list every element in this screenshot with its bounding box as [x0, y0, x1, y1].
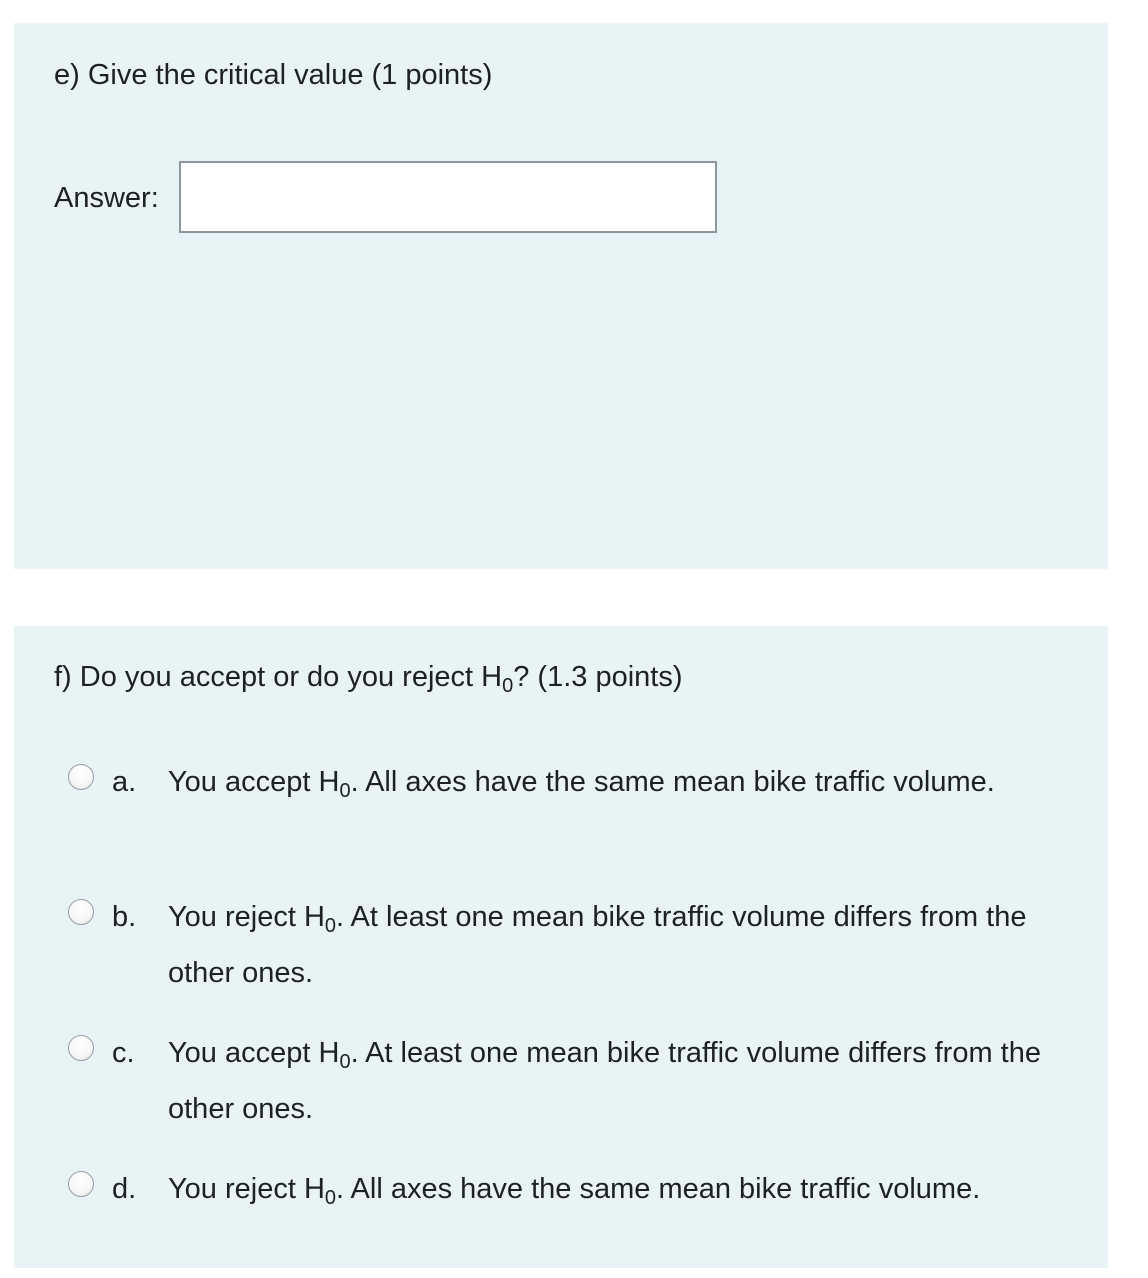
option-a-letter: a. [112, 766, 137, 798]
option-c-text[interactable] [168, 1025, 1073, 1137]
option-d-prefix: You reject H [168, 1173, 325, 1205]
radio-option-a[interactable] [68, 764, 94, 790]
option-d-suffix: . All axes have the same mean bike traffic volume. [336, 1173, 981, 1205]
option-b-prefix: You reject H [168, 901, 325, 933]
question-e-title: e) Give the critical value (1 points) [54, 59, 493, 91]
question-e-panel [14, 23, 1108, 569]
option-c-subscript: 0 [339, 1051, 351, 1073]
option-c-letter: c. [112, 1037, 135, 1069]
option-d-text[interactable] [168, 1161, 1073, 1217]
option-b-suffix: . At least one mean bike traffic volume differs from the other ones. [168, 901, 1027, 989]
option-b-subscript: 0 [324, 915, 337, 937]
option-c-prefix: You accept H [168, 1037, 340, 1069]
radio-option-c[interactable] [68, 1035, 94, 1061]
option-a-subscript: 0 [339, 780, 351, 802]
question-f-panel [14, 626, 1108, 1268]
question-f-title [54, 659, 683, 695]
option-a-text[interactable] [168, 754, 1073, 810]
option-b-text[interactable] [168, 889, 1073, 1001]
option-d-letter: d. [112, 1173, 137, 1205]
question-f-title-subscript: 0 [502, 675, 514, 697]
radio-option-d[interactable] [68, 1171, 94, 1197]
option-c-suffix: . At least one mean bike traffic volume differs from the other ones. [168, 1037, 1041, 1125]
option-a-suffix: . All axes have the same mean bike traffic volume. [350, 766, 995, 798]
critical-value-answer-input[interactable] [179, 161, 717, 233]
option-a-prefix: You accept H [168, 766, 340, 798]
option-b-letter: b. [112, 901, 137, 933]
question-f-title-suffix: ? (1.3 points) [513, 661, 683, 693]
radio-option-b[interactable] [68, 899, 94, 925]
question-f-title-prefix: f) Do you accept or do you reject H [54, 661, 503, 693]
option-d-subscript: 0 [324, 1187, 337, 1209]
answer-label: Answer: [54, 182, 159, 214]
